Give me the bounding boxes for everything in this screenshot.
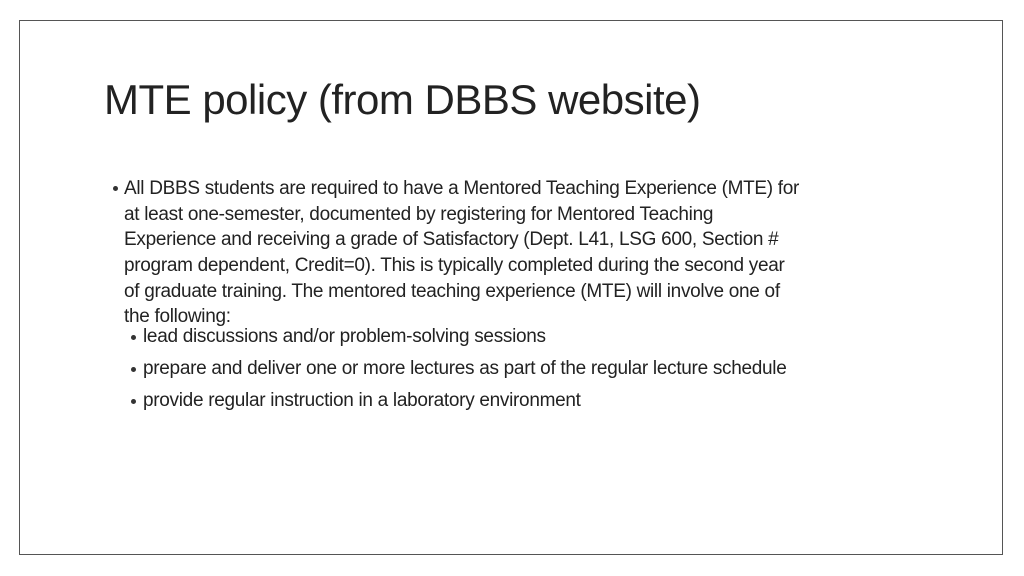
bullet-icon xyxy=(131,367,136,372)
bullet-line: of graduate training. The mentored teaching experience (MTE) will involve one of xyxy=(124,280,780,302)
bullet-icon xyxy=(131,399,136,404)
slide-body xyxy=(110,176,799,417)
sub-bullet xyxy=(110,385,799,417)
sub-bullet-list xyxy=(110,321,799,417)
bullet-line: at least one-semester, documented by registering for Mentored Teaching xyxy=(124,203,714,225)
bullet-line: program dependent, Credit=0). This is typically completed during the second year xyxy=(124,255,785,277)
bullet-icon xyxy=(113,186,118,191)
sub-bullet-text: prepare and deliver one or more lectures as part of the regular lecture schedule xyxy=(143,358,787,380)
bullet-icon xyxy=(131,335,136,340)
sub-bullet xyxy=(110,321,799,353)
sub-bullet-text: lead discussions and/or problem-solving sessions xyxy=(143,326,546,348)
bullet-line: Experience and receiving a grade of Satisfactory (Dept. L41, LSG 600, Section # xyxy=(124,229,779,251)
main-bullet xyxy=(110,176,799,330)
sub-bullet xyxy=(110,353,799,385)
bullet-line: the following: xyxy=(124,306,231,328)
bullet-line: All DBBS students are required to have a Mentored Teaching Experience (MTE) for xyxy=(124,178,800,199)
sub-bullet-text: provide regular instruction in a laboratory environment xyxy=(143,390,581,412)
slide-title: MTE policy (from DBBS website) xyxy=(104,76,701,123)
